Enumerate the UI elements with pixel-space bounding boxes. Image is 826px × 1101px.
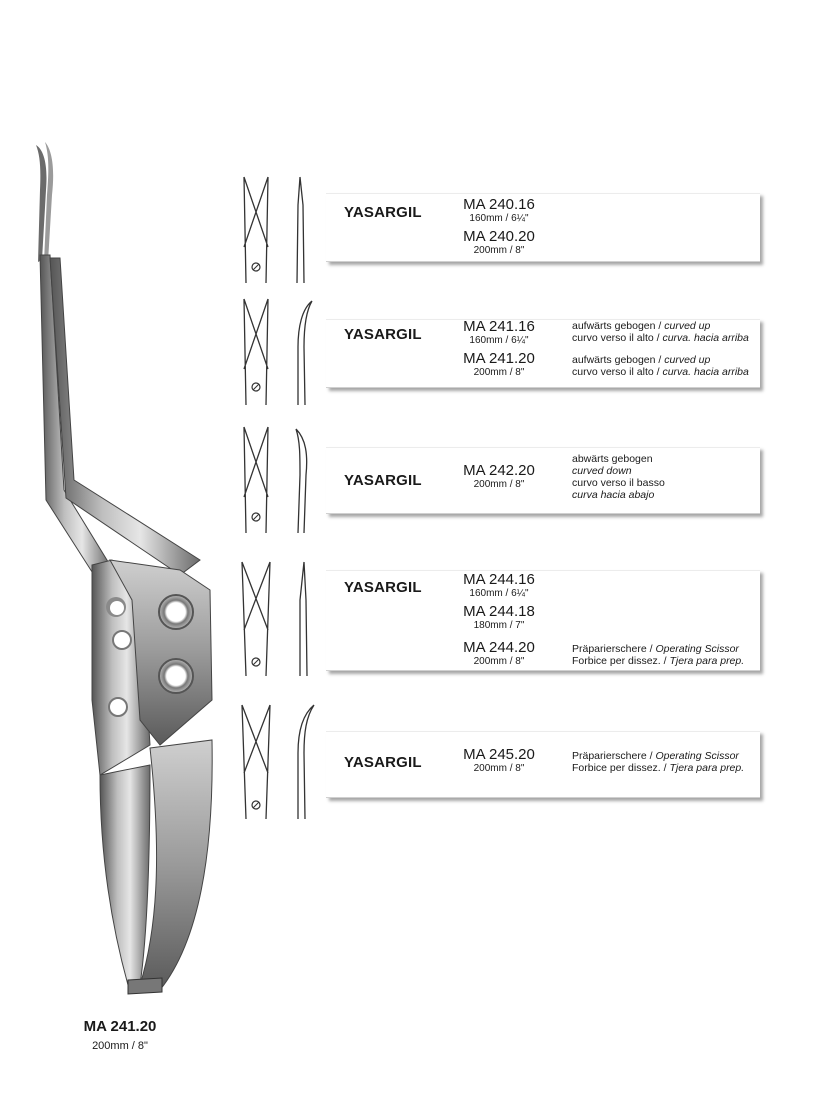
product-code: MA 245.20 (463, 746, 535, 763)
hero-product-size: 200mm / 8" (92, 1040, 148, 1052)
product-info-box (326, 570, 760, 671)
scissors-side-sketch (288, 297, 318, 407)
brand-name: YASARGIL (344, 579, 422, 596)
scissors-side-sketch (288, 175, 312, 285)
product-size: 200mm / 8" (473, 656, 525, 667)
product-code: MA 244.18 (463, 603, 535, 620)
product-code: MA 240.20 (463, 228, 535, 245)
product-description: abwärts gebogen curved down curvo verso il basso curva hacia abajo (572, 453, 665, 501)
product-size: 160mm / 6¼" (469, 588, 529, 599)
hero-product-code: MA 241.20 (83, 1018, 157, 1035)
product-size: 200mm / 8" (473, 479, 525, 490)
product-info-box (326, 319, 760, 388)
product-info-box (326, 193, 760, 262)
product-description: Präparierschere / Operating Scissor Forbice per dissez. / Tjera para prep. (572, 643, 745, 667)
product-row-ma244 (0, 560, 826, 685)
brand-name: YASARGIL (344, 754, 422, 771)
product-code: MA 241.20 (463, 350, 535, 367)
product-size: 180mm / 7" (473, 620, 525, 631)
product-row-ma242 (0, 425, 826, 535)
product-row-ma241 (0, 297, 826, 407)
product-size: 200mm / 8" (473, 763, 525, 774)
product-info-box (326, 731, 760, 798)
product-info-box (326, 447, 760, 514)
product-size: 200mm / 8" (473, 245, 525, 256)
product-code: MA 240.16 (463, 196, 535, 213)
scissors-side-sketch (290, 560, 314, 680)
product-size: 160mm / 6¼" (469, 335, 529, 346)
scissors-front-sketch (236, 425, 276, 535)
scissors-front-sketch (236, 703, 276, 823)
scissors-front-sketch (236, 175, 276, 285)
product-description: aufwärts gebogen / curved up curvo verso il alto / curva. hacia arriba (572, 354, 749, 378)
brand-name: YASARGIL (344, 326, 422, 343)
brand-name: YASARGIL (344, 472, 422, 489)
product-size: 160mm / 6¼" (469, 213, 529, 224)
scissors-front-sketch (236, 560, 276, 680)
product-code: MA 244.16 (463, 571, 535, 588)
product-code: MA 241.16 (463, 318, 535, 335)
product-code: MA 244.20 (463, 639, 535, 656)
product-size: 200mm / 8" (473, 367, 525, 378)
scissors-side-sketch (288, 425, 318, 535)
product-row-ma245 (0, 703, 826, 828)
product-code: MA 242.20 (463, 462, 535, 479)
product-description: aufwärts gebogen / curved up curvo verso il alto / curva. hacia arriba (572, 320, 749, 344)
brand-name: YASARGIL (344, 204, 422, 221)
scissors-side-sketch (288, 703, 318, 823)
product-description: Präparierschere / Operating Scissor Forbice per dissez. / Tjera para prep. (572, 750, 745, 774)
product-row-ma240 (0, 175, 826, 275)
scissors-front-sketch (236, 297, 276, 407)
